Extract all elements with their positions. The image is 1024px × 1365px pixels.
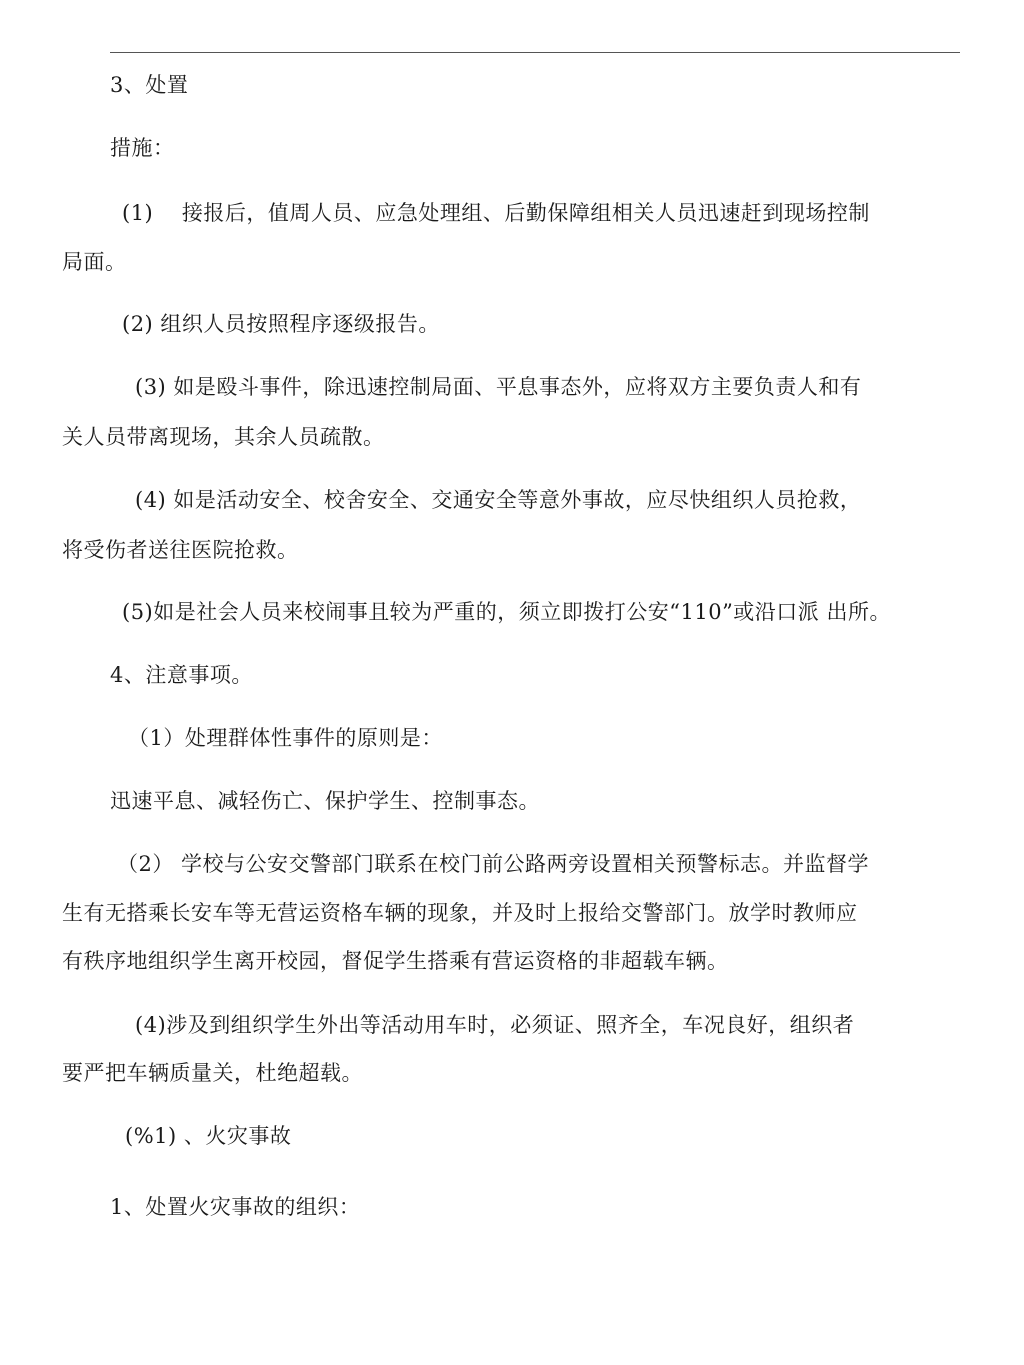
note-item-2-line-1: （2） 学校与公安交警部门联系在校门前公路两旁设置相关预警标志。并监督学: [117, 852, 870, 876]
measure-item-3-line-1: (3) 如是殴斗事件，除迅速控制局面、平息事态外，应将双方主要负责人和有: [135, 375, 862, 399]
fire-item-1: 1、处置火灾事故的组织：: [110, 1195, 361, 1219]
measure-item-1-line-2: 局面。: [62, 250, 127, 274]
measure-item-4-line-1: (4) 如是活动安全、校舍安全、交通安全等意外事故，应尽快组织人员抢救，: [135, 488, 862, 512]
note-item-4-line-2: 要严把车辆质量关，杜绝超载。: [62, 1061, 363, 1085]
note-item-4-line-1: (4)涉及到组织学生外出等活动用车时，必须证、照齐全，车况良好，组织者: [135, 1013, 855, 1037]
note-item-2-line-2: 生有无搭乘长安车等无营运资格车辆的现象，并及时上报给交警部门。放学时教师应: [62, 901, 858, 925]
measures-label: 措施：: [110, 136, 175, 160]
measure-item-2: (2) 组织人员按照程序逐级报告。: [122, 312, 440, 336]
header-rule: [110, 52, 960, 53]
measure-item-3-line-2: 关人员带离现场，其余人员疏散。: [62, 425, 385, 449]
measure-item-4-line-2: 将受伤者送往医院抢救。: [62, 538, 299, 562]
note-item-1: （1）处理群体性事件的原则是：: [128, 726, 443, 750]
measure-item-5: (5)如是社会人员来校闹事且较为严重的，须立即拨打公安“110”或沿口派 出所。: [122, 600, 891, 624]
note-item-2-line-3: 有秩序地组织学生离开校园，督促学生搭乘有营运资格的非超载车辆。: [62, 949, 729, 973]
measure-item-1-line-1: (1) 接报后，值周人员、应急处理组、后勤保障组相关人员迅速赶到现场控制: [122, 201, 870, 225]
section-fire-accident: (%1) 、火灾事故: [125, 1124, 292, 1148]
note-item-1-body: 迅速平息、减轻伤亡、保护学生、控制事态。: [110, 789, 540, 813]
heading-dispose: 3、处置: [110, 73, 189, 97]
heading-notes: 4、注意事项。: [110, 663, 253, 687]
